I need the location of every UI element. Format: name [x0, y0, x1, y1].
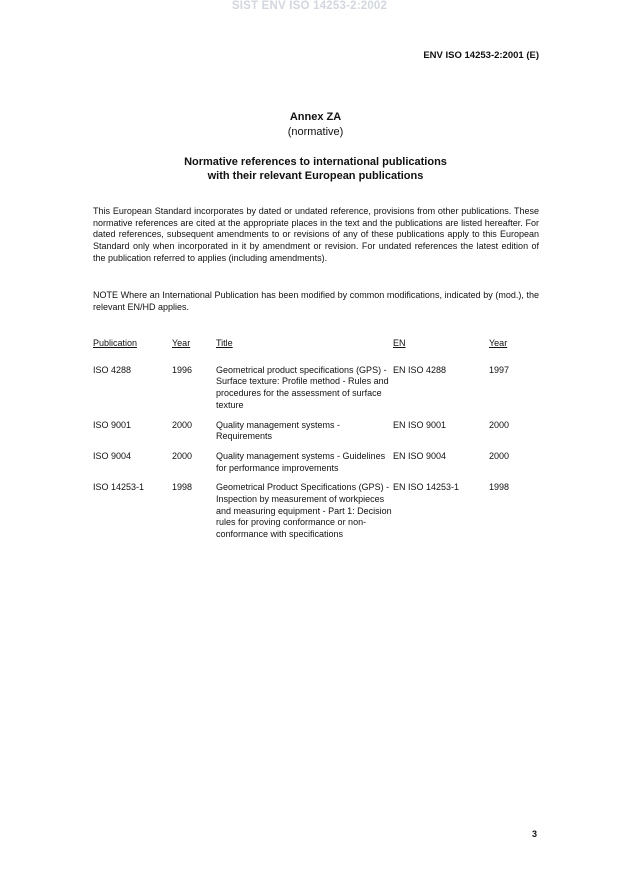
annex-heading-line-1: Normative references to international publications [184, 156, 447, 168]
header-en-year: Year [489, 338, 508, 348]
table-row [93, 482, 539, 549]
table-header-row [93, 338, 539, 365]
cell-en: EN ISO 14253-1 [393, 482, 460, 493]
table-row [93, 365, 539, 420]
header-publication: Publication [93, 338, 138, 348]
header-en: EN [393, 338, 406, 348]
cell-en-year: 2000 [489, 419, 510, 430]
cell-year: 1998 [172, 482, 193, 493]
cell-en-year: 2000 [489, 450, 510, 461]
header-year: Year [172, 338, 191, 348]
cell-year: 2000 [172, 419, 193, 430]
cell-en-year: 1997 [489, 364, 510, 375]
cell-title: Geometrical product specifications (GPS) - Surface texture: Profile method - Rules and procedures for the assessment of surface texture [216, 364, 389, 410]
annex-heading [0, 155, 619, 183]
watermark: SIST ENV ISO 14253-2:2002 [231, 0, 388, 12]
header-title: Title [216, 338, 233, 348]
cell-year: 2000 [172, 450, 193, 461]
cell-title: Quality management systems - Requirements [216, 419, 341, 442]
cell-title: Geometrical Product Specifications (GPS) - Inspection by measurement of workpieces and measuring equipment - Part 1: Decision rules for proving conformance or non-conformance with specifications [216, 482, 392, 540]
annex-subtitle: (normative) [287, 126, 344, 138]
table-row [93, 420, 539, 451]
cell-publication: ISO 9001 [93, 419, 132, 430]
page-number: 3 [531, 829, 537, 839]
cell-en-year: 1998 [489, 482, 510, 493]
cell-en: EN ISO 9001 [393, 419, 447, 430]
annex-title: Annex ZA [289, 111, 342, 123]
cell-en: EN ISO 4288 [393, 364, 447, 375]
cell-publication: ISO 4288 [93, 364, 132, 375]
annex-heading-line-2: with their relevant European publications [207, 170, 424, 182]
note-paragraph: NOTE Where an International Publication has been modified by common modifications, indicated by (mod.), the relevant EN/HD applies. [93, 290, 539, 312]
table-row [93, 451, 539, 482]
cell-publication: ISO 9004 [93, 450, 132, 461]
cell-en: EN ISO 9004 [393, 450, 447, 461]
references-table [93, 338, 539, 549]
cell-year: 1996 [172, 364, 193, 375]
cell-title: Quality management systems - Guidelines for performance improvements [216, 450, 386, 473]
document-id: ENV ISO 14253-2:2001 (E) [423, 50, 539, 61]
cell-publication: ISO 14253-1 [93, 482, 145, 493]
intro-paragraph: This European Standard incorporates by dated or undated reference, provisions from other publications. These normative references are cited at the appropriate places in the text and the publications are listed hereafter. For dated references, subsequent amendments to or revisions of any of these publications apply to this European Standard only when incorporated in it by amendment or revision. For undated references the latest edition of the publication referred to applies (including amendments). [93, 206, 539, 263]
